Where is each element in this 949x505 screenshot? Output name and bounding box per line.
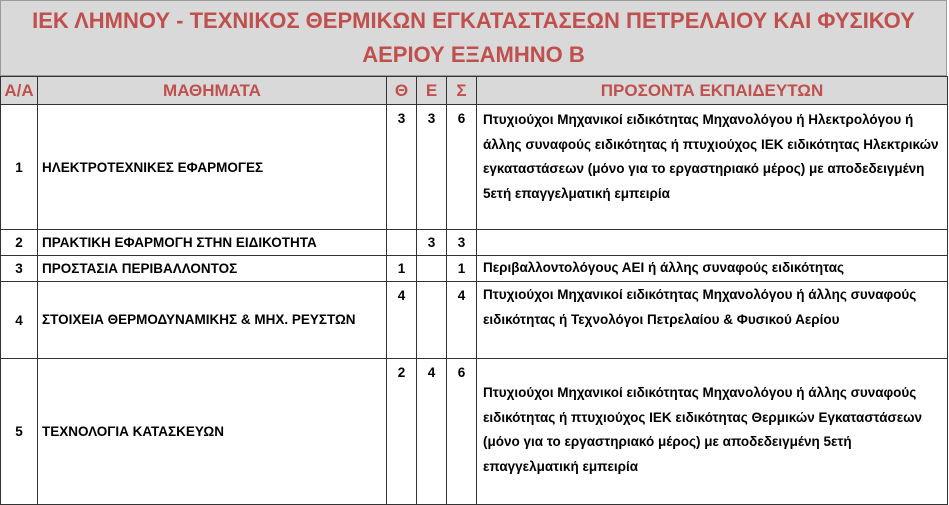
cell-theta[interactable]	[387, 230, 417, 256]
cell-aa[interactable]: 5	[1, 359, 38, 505]
cell-sigma[interactable]: 4	[447, 282, 477, 359]
table-row	[1, 282, 948, 359]
cell-sigma[interactable]: 1	[447, 256, 477, 282]
header-aa[interactable]: Α/Α	[1, 77, 38, 105]
cell-theta[interactable]: 3	[387, 105, 417, 230]
header-theta[interactable]: Θ	[387, 77, 417, 105]
table-row	[1, 256, 948, 282]
cell-instructors[interactable]: Περιβαλλοντολόγους ΑΕΙ ή άλλης συναφούς ειδικότητας	[477, 256, 948, 282]
cell-aa[interactable]: 3	[1, 256, 38, 282]
sheet-title	[0, 0, 947, 76]
header-sigma[interactable]: Σ	[447, 77, 477, 105]
table-row	[1, 230, 948, 256]
cell-subject[interactable]: ΣΤΟΙΧΕΙΑ ΘΕΡΜΟΔΥΝΑΜΙΚΗΣ & ΜΗΧ. ΡΕΥΣΤΩΝ	[38, 282, 387, 359]
cell-sigma[interactable]: 3	[447, 230, 477, 256]
cell-instructors[interactable]	[477, 230, 948, 256]
cell-epsilon[interactable]: 4	[417, 359, 447, 505]
cell-sigma[interactable]: 6	[447, 359, 477, 505]
cell-instructors[interactable]: Πτυχιούχοι Μηχανικοί ειδικότητας Μηχανολόγου ή Ηλεκτρολόγου ή άλλης συναφούς ειδικότητας ή πτυχιούχος ΙΕΚ ειδικότητας Ηλεκτρικών εγκαταστάσεων (μόνο για το εργαστηριακό μέρος) με αποδεδειγμένη 5ετή επαγγελματική εμπειρία	[477, 105, 948, 230]
cell-epsilon[interactable]: 3	[417, 105, 447, 230]
header-subject[interactable]: ΜΑΘΗΜΑΤΑ	[38, 77, 387, 105]
cell-subject[interactable]: ΗΛΕΚΤΡΟΤΕΧΝΙΚΕΣ ΕΦΑΡΜΟΓΕΣ	[38, 105, 387, 230]
cell-aa[interactable]: 2	[1, 230, 38, 256]
cell-aa[interactable]: 1	[1, 105, 38, 230]
header-instructors[interactable]: ΠΡΟΣΟΝΤΑ ΕΚΠΑΙΔΕΥΤΩΝ	[477, 77, 948, 105]
cell-aa[interactable]: 4	[1, 282, 38, 359]
cell-subject[interactable]: ΠΡΑΚΤΙΚΗ ΕΦΑΡΜΟΓΗ ΣΤΗΝ ΕΙΔΙΚΟΤΗΤΑ	[38, 230, 387, 256]
cell-epsilon[interactable]	[417, 256, 447, 282]
table-row	[1, 359, 948, 505]
cell-subject[interactable]: ΤΕΧΝΟΛΟΓΙΑ ΚΑΤΑΣΚΕΥΩΝ	[38, 359, 387, 505]
sheet-title-line-1: ΙΕΚ ΛΗΜΝΟΥ - ΤΕΧΝΙΚΟΣ ΘΕΡΜΙΚΩΝ ΕΓΚΑΤΑΣΤΑΣΕΩΝ ΠΕΤΡΕΛΑΙΟΥ ΚΑΙ ΦΥΣΙΚΟΥ	[32, 8, 915, 33]
sheet-title-line-2: ΑΕΡΙΟΥ ΕΞΑΜΗΝΟ Β	[362, 42, 585, 67]
cell-epsilon[interactable]	[417, 282, 447, 359]
cell-instructors[interactable]: Πτυχιούχοι Μηχανικοί ειδικότητας Μηχανολόγου ή άλλης συναφούς ειδικότητας ή Τεχνολόγοι Πετρελαίου & Φυσικού Αερίου	[477, 282, 948, 359]
cell-theta[interactable]: 1	[387, 256, 417, 282]
cell-theta[interactable]: 2	[387, 359, 417, 505]
cell-theta[interactable]: 4	[387, 282, 417, 359]
courses-table	[0, 76, 948, 505]
header-epsilon[interactable]: Ε	[417, 77, 447, 105]
cell-subject[interactable]: ΠΡΟΣΤΑΣΙΑ ΠΕΡΙΒΑΛΛΟΝΤΟΣ	[38, 256, 387, 282]
cell-epsilon[interactable]: 3	[417, 230, 447, 256]
cell-instructors[interactable]: Πτυχιούχοι Μηχανικοί ειδικότητας Μηχανολόγου ή άλλης συναφούς ειδικότητας ή πτυχιούχος ΙΕΚ ειδικότητας Θερμικών Εγκαταστάσεων (μόνο για το εργαστηριακό μέρος) με αποδεδειγμένη 5ετή επαγγελματική εμπειρία	[477, 359, 948, 505]
table-row	[1, 105, 948, 230]
header-row	[1, 77, 948, 105]
cell-sigma[interactable]: 6	[447, 105, 477, 230]
